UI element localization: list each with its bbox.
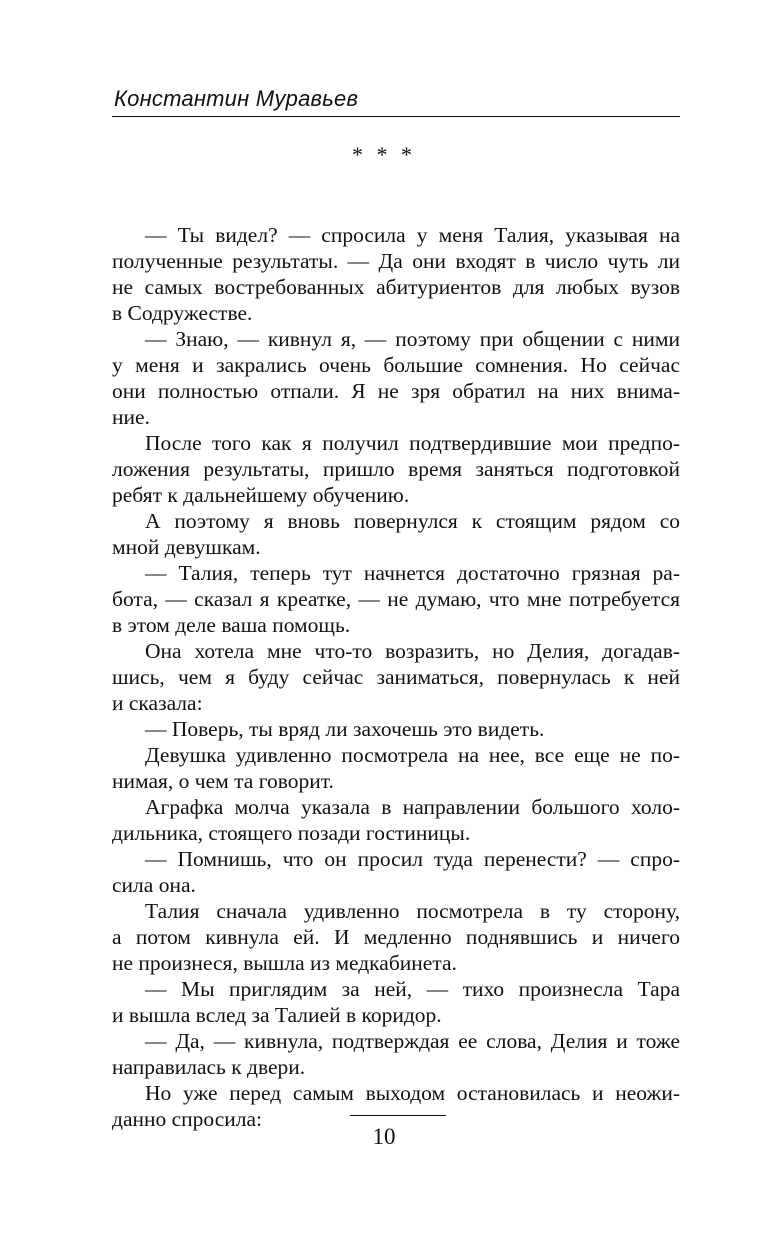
- text-line: После того как я получил подтвердившие мои предпо-: [145, 431, 680, 455]
- text-line: Она хотела мне что-то возразить, но Делия, догадав-: [145, 639, 680, 663]
- text-line: — Да, — кивнула, подтверждая ее слова, Делия и тоже: [145, 1029, 680, 1053]
- text-line: у меня и закрались очень большие сомнения. Но сейчас: [112, 353, 680, 377]
- text-line: данно спросила:: [112, 1107, 262, 1131]
- text-line: ребят к дальнейшему обучению.: [112, 483, 410, 507]
- text-line: Девушка удивленно посмотрела на нее, все еще не по-: [145, 743, 680, 767]
- text-line: А поэтому я вновь повернулся к стоящим рядом со: [145, 509, 680, 533]
- text-line: не произнеся, вышла из медкабинета.: [112, 951, 457, 975]
- text-line: дильника, стоящего позади гостиницы.: [112, 821, 471, 845]
- text-line: — Помнишь, что он просил туда перенести? — спро-: [145, 847, 680, 871]
- text-line: нимая, о чем та говорит.: [112, 769, 334, 793]
- text-line: Талия сначала удивленно посмотрела в ту сторону,: [145, 899, 680, 923]
- text-body: [112, 222, 680, 1132]
- text-line: они полностью отпали. Я не зря обратил на них внима-: [112, 379, 680, 403]
- text-line: шись, чем я буду сейчас заниматься, повернулась к ней: [112, 665, 680, 689]
- header-rule: [112, 116, 680, 117]
- running-header: [112, 86, 680, 118]
- text-line: направилась к двери.: [112, 1055, 306, 1079]
- text-line: в этом деле ваша помощь.: [112, 613, 351, 637]
- text-line: и сказала:: [112, 691, 203, 715]
- text-line: — Знаю, — кивнул я, — поэтому при общении с ними: [145, 327, 680, 351]
- text-line: а потом кивнула ей. И медленно поднявшись и ничего: [112, 925, 680, 949]
- running-header-author: Константин Муравьев: [114, 86, 359, 111]
- text-line: Но уже перед самым выходом остановилась и неожи-: [145, 1081, 680, 1105]
- text-line: — Талия, теперь тут начнется достаточно грязная ра-: [145, 561, 680, 585]
- text-line: — Мы приглядим за ней, — тихо произнесла Тара: [145, 977, 680, 1001]
- footer-rule: [350, 1115, 446, 1116]
- page-number: 10: [372, 1124, 396, 1149]
- text-line: не самых востребованных абитуриентов для любых вузов: [112, 275, 680, 299]
- text-line: ложения результаты, пришло время заняться подготовкой: [112, 457, 680, 481]
- section-separator: * * *: [352, 142, 416, 167]
- text-line: бота, — сказал я креатке, — не думаю, что мне потребуется: [112, 587, 680, 611]
- text-line: и вышла вслед за Талией в коридор.: [112, 1003, 442, 1027]
- text-line: — Ты видел? — спросила у меня Талия, указывая на: [145, 223, 680, 247]
- text-line: полученные результаты. — Да они входят в число чуть ли: [112, 249, 680, 273]
- text-line: — Поверь, ты вряд ли захочешь это видеть.: [145, 717, 545, 741]
- text-line: в Содружестве.: [112, 301, 253, 325]
- text-line: мной девушкам.: [112, 535, 261, 559]
- text-line: ние.: [112, 405, 150, 429]
- text-line: Аграфка молча указала в направлении большого холо-: [145, 795, 680, 819]
- text-line: сила она.: [112, 873, 196, 897]
